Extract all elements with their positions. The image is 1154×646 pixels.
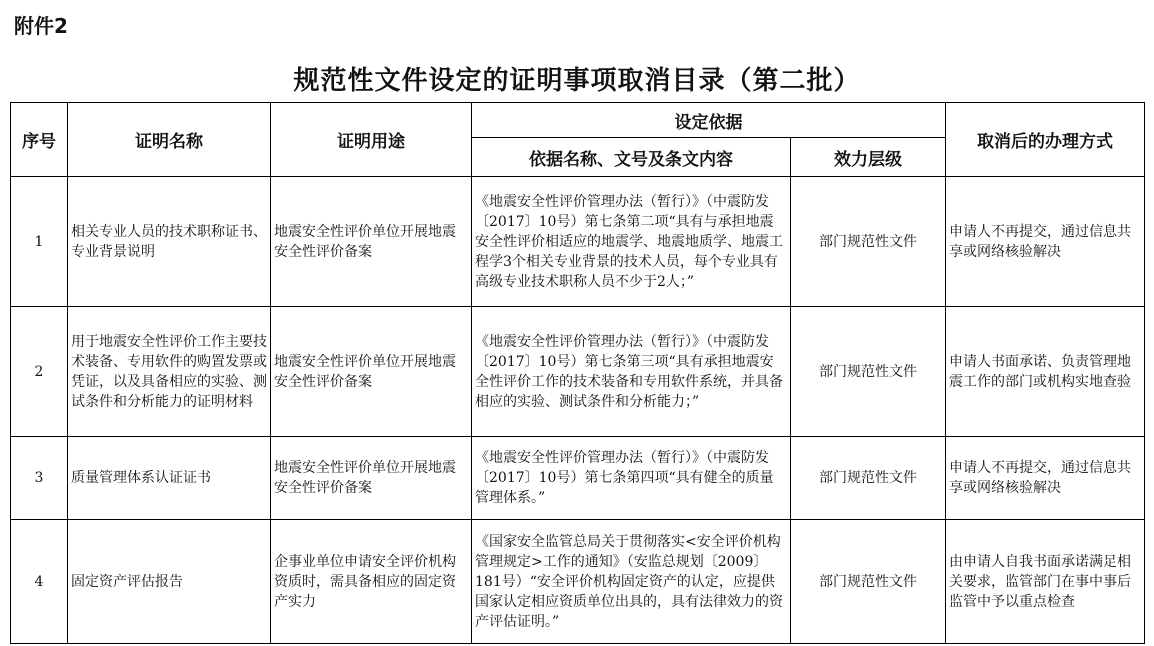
header-level: 效力层级 — [791, 138, 946, 177]
header-name: 证明名称 — [68, 103, 271, 177]
row-level: 部门规范性文件 — [791, 307, 946, 437]
table-row — [11, 520, 1145, 644]
row-level: 部门规范性文件 — [791, 177, 946, 307]
certificate-table — [10, 102, 1145, 644]
header-after: 取消后的办理方式 — [946, 103, 1145, 177]
table-row — [11, 437, 1145, 520]
table-row — [11, 307, 1145, 437]
document-title: 规范性文件设定的证明事项取消目录（第二批） — [293, 66, 861, 96]
row-basis: 《地震安全性评价管理办法（暂行）》（中震防发〔2017〕10号）第七条第二项“具有与承担地震安全性评价相适应的地震学、地震地质学、地震工程学3个相关专业背景的技术人员，每个专业具有高级专业技术职称人员不少于2人；” — [472, 177, 791, 307]
row-purpose: 地震安全性评价单位开展地震安全性评价备案 — [271, 177, 472, 307]
row-seq: 3 — [11, 437, 68, 520]
row-name: 相关专业人员的技术职称证书、专业背景说明 — [68, 177, 271, 307]
row-after: 申请人书面承诺、负责管理地震工作的部门或机构实地查验 — [946, 307, 1145, 437]
row-purpose: 地震安全性评价单位开展地震安全性评价备案 — [271, 307, 472, 437]
row-basis: 《地震安全性评价管理办法（暂行）》（中震防发〔2017〕10号）第七条第四项“具有健全的质量管理体系。” — [472, 437, 791, 520]
row-seq: 1 — [11, 177, 68, 307]
row-basis: 《国家安全监管总局关于贯彻落实<安全评价机构管理规定>工作的通知》（安监总规划〔2009〕181号）“安全评价机构固定资产的认定，应提供国家认定相应资质单位出具的，具有法律效力的资产评估证明。” — [472, 520, 791, 644]
table-row — [11, 177, 1145, 307]
row-name: 质量管理体系认证证书 — [68, 437, 271, 520]
header-basis-group: 设定依据 — [472, 103, 946, 138]
row-level: 部门规范性文件 — [791, 520, 946, 644]
annex-label: 附件2 — [14, 14, 68, 38]
row-seq: 4 — [11, 520, 68, 644]
row-after: 由申请人自我书面承诺满足相关要求，监管部门在事中事后监管中予以重点检查 — [946, 520, 1145, 644]
header-purpose: 证明用途 — [271, 103, 472, 177]
header-basis-content: 依据名称、文号及条文内容 — [472, 138, 791, 177]
row-purpose: 地震安全性评价单位开展地震安全性评价备案 — [271, 437, 472, 520]
row-basis: 《地震安全性评价管理办法（暂行）》（中震防发〔2017〕10号）第七条第三项“具有承担地震安全性评价工作的技术装备和专用软件系统，并具备相应的实验、测试条件和分析能力；” — [472, 307, 791, 437]
row-after: 申请人不再提交，通过信息共享或网络核验解决 — [946, 177, 1145, 307]
row-seq: 2 — [11, 307, 68, 437]
row-after: 申请人不再提交，通过信息共享或网络核验解决 — [946, 437, 1145, 520]
header-seq: 序号 — [11, 103, 68, 177]
row-purpose: 企事业单位申请安全评价机构资质时，需具备相应的固定资产实力 — [271, 520, 472, 644]
row-name: 用于地震安全性评价工作主要技术装备、专用软件的购置发票或凭证，以及具备相应的实验、测试条件和分析能力的证明材料 — [68, 307, 271, 437]
row-name: 固定资产评估报告 — [68, 520, 271, 644]
row-level: 部门规范性文件 — [791, 437, 946, 520]
